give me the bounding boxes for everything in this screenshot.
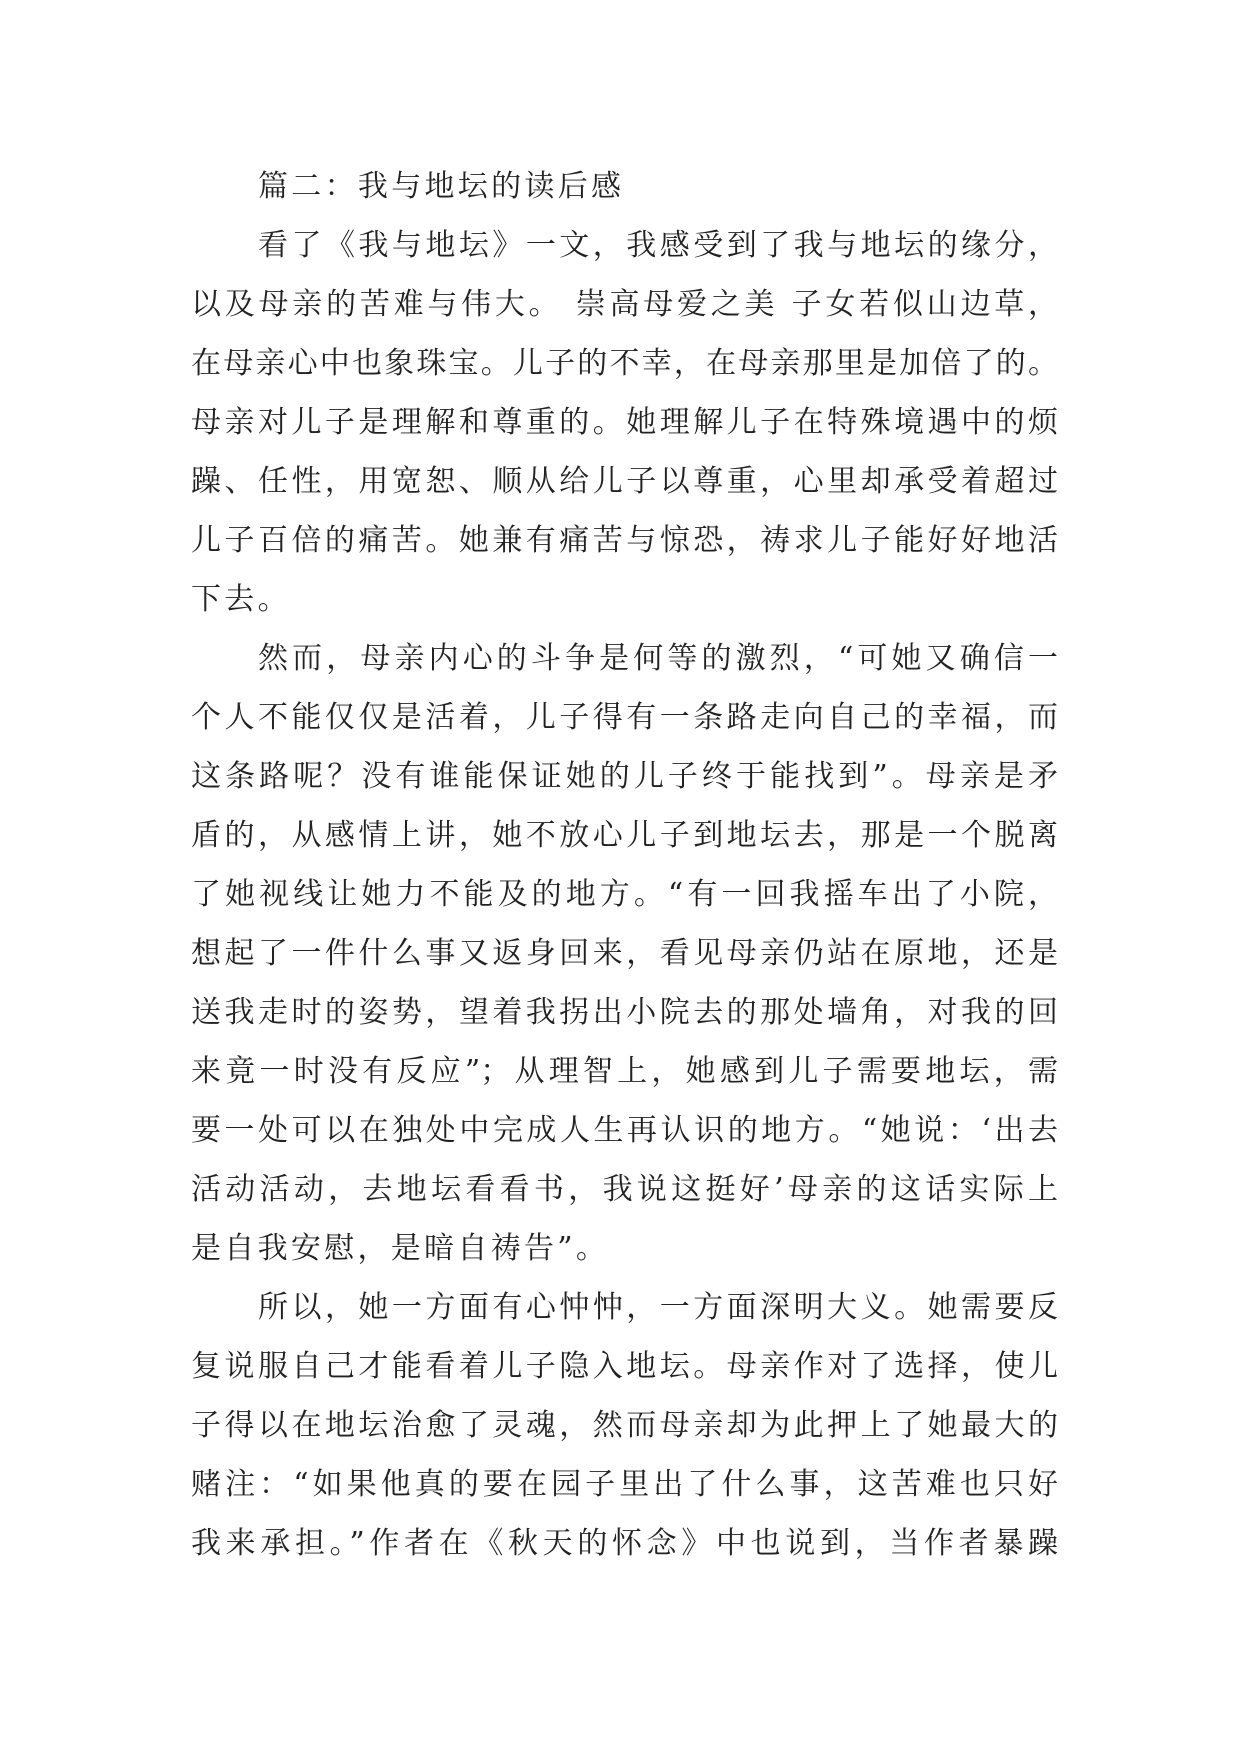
text-line: 这条路呢？没有谁能保证她的儿子终于能找到”。母亲是矛: [191, 759, 1058, 794]
paragraph-3: [191, 1278, 1058, 1573]
text-line: 看了《我与地坛》一文，我感受到了我与地坛的缘分，: [258, 228, 1058, 263]
text-line: 活动活动，去地坛看看书，我说这挺好’母亲的这话实际上: [191, 1172, 1058, 1207]
paragraph-2: [191, 629, 1058, 1278]
text-line: 我来承担。”作者在《秋天的怀念》中也说到，当作者暴躁: [191, 1526, 1058, 1561]
text-line: 儿子百倍的痛苦。她兼有痛苦与惊恐，祷求儿子能好好地活: [191, 523, 1058, 558]
text-line: 下去。: [191, 582, 291, 617]
text-line: 盾的，从感情上讲，她不放心儿子到地坛去，那是一个脱离: [191, 818, 1058, 853]
text-line: 来竟一时没有反应”；从理智上，她感到儿子需要地坛，需: [191, 1054, 1058, 1089]
text-line: 复说服自己才能看着儿子隐入地坛。母亲作对了选择，使儿: [191, 1349, 1058, 1384]
text-line: 躁、任性，用宽恕、顺从给儿子以尊重，心里却承受着超过: [191, 464, 1058, 499]
text-line: 子得以在地坛治愈了灵魂，然而母亲却为此押上了她最大的: [191, 1408, 1058, 1443]
text-line: 母亲对儿子是理解和尊重的。她理解儿子在特殊境遇中的烦: [191, 405, 1058, 440]
document-title: 篇二：我与地坛的读后感: [258, 169, 625, 204]
paragraph-1: [191, 216, 1058, 629]
text-line: 所以，她一方面有心忡忡，一方面深明大义。她需要反: [258, 1290, 1058, 1325]
text-line: 是自我安慰，是暗自祷告”。: [191, 1231, 610, 1266]
text-line: 要一处可以在独处中完成人生再认识的地方。“她说：‘出去: [191, 1113, 1058, 1148]
text-line: 送我走时的姿势，望着我拐出小院去的那处墙角，对我的回: [191, 995, 1058, 1030]
text-line: 个人不能仅仅是活着，儿子得有一条路走向自己的幸福，而: [191, 700, 1058, 735]
text-line: 在母亲心中也象珠宝。儿子的不幸，在母亲那里是加倍了的。: [191, 346, 1058, 381]
text-line: 然而，母亲内心的斗争是何等的激烈，“可她又确信一: [258, 641, 1058, 676]
text-line: 赌注：“如果他真的要在园子里出了什么事，这苦难也只好: [191, 1467, 1058, 1502]
text-line: 想起了一件什么事又返身回来，看见母亲仍站在原地，还是: [191, 936, 1058, 971]
text-line: 了她视线让她力不能及的地方。“有一回我摇车出了小院，: [191, 877, 1058, 912]
text-line: 以及母亲的苦难与伟大。 崇高母爱之美 子女若似山边草，: [191, 287, 1058, 322]
document-body: [191, 157, 1058, 1573]
